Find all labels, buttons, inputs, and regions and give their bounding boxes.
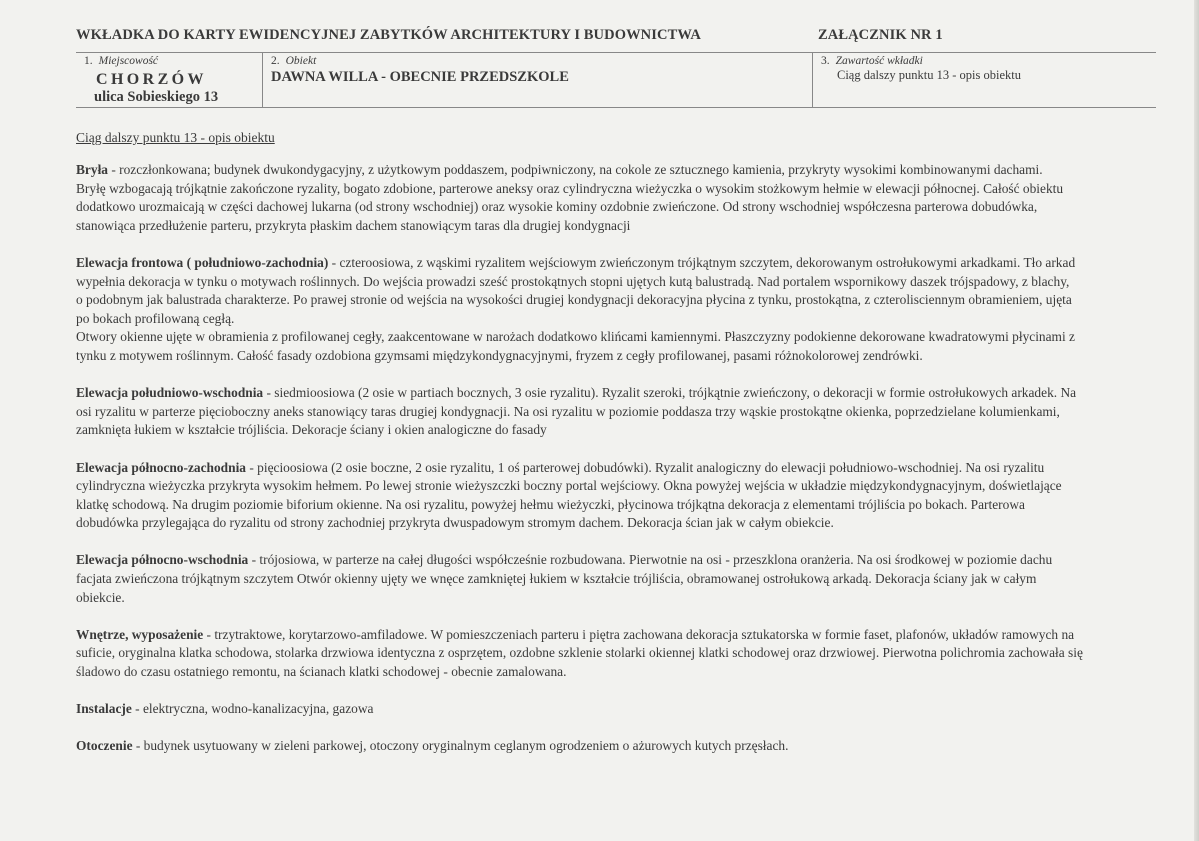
description-paragraph (76, 737, 1156, 756)
description-paragraph (76, 626, 1156, 682)
paragraph-text: dodatkowo urozmaicają w części dachowej lukarna (od strony wschodniej) oraz wysokie kominy ozdobnie zwieńczone. Od strony wschodniej współczesna parterowa dobudówka, (76, 199, 1038, 215)
paragraph-term: Elewacja północno-wschodnia (76, 552, 249, 568)
paragraph-term: Otoczenie (76, 738, 133, 754)
paragraph-text: - budynek usytuowany w zieleni parkowej, otoczony oryginalnym ceglanym ogrodzeniem o ażurowych kutych przęsłach. (132, 738, 789, 754)
location-number: 1. (84, 55, 93, 67)
paragraph-text: - pięcioosiowa (2 osie boczne, 2 osie ryzalitu, 1 oś parterowej dobudówki). Ryzalit analogiczny do elewacji południowo-wschodniej. Na osi ryzalitu (246, 459, 1045, 475)
paragraph-line (76, 161, 1156, 180)
description-paragraph (76, 551, 1156, 607)
paragraph-text: po bokach profilowaną cegłą. (76, 310, 235, 326)
paragraph-line (76, 347, 1156, 366)
paragraph-text: Otwory okienne ujęte w obramienia z profilowanej cegły, zaakcentowane w narożach dodatkowo klińcami kamiennymi. Płaszczyzny podokienne dekorowane kwadratowymi płycinami z (76, 329, 1075, 345)
paragraph-text: tynku z motywem roślinnym. Całość fasady ozdobiona gzymsami międzykondygnacyjnymi, fryzem z cegły profilowanej, pasami różnokolorowej zendrówki. (76, 347, 923, 363)
paragraph-line (76, 421, 1156, 440)
paragraph-text: - trzytraktowe, korytarzowo-amfiladowe. W pomieszczeniach parteru i piętra zachowana dekoracja sztukatorska w formie faset, plafonów, układów ramowych na (203, 626, 1075, 642)
paragraph-text: zamknięta łukiem w kształcie trójliścia. Dekoracje ściany i okien analogiczne do fasady (76, 422, 547, 438)
object-label-text: Obiekt (285, 55, 317, 67)
paragraph-term: Bryła (76, 162, 108, 177)
paragraph-line (76, 477, 1156, 496)
scan-edge (1194, 0, 1199, 841)
object-cell (262, 53, 812, 107)
paragraph-line (76, 570, 1156, 589)
paragraph-text: cylindryczna wieżyczka przykryta wysokim hełmem. Po lewej stronie wieżyszczki boczny portal wejściowy. Okna powyżej wejścia w układzie międzykondygnacyjnym, doświetlające (76, 478, 1062, 494)
paragraph-line (76, 459, 1156, 478)
contents-number: 3. (821, 55, 830, 67)
description-body (76, 161, 1156, 775)
contents-label-text: Zawartość wkładki (835, 55, 923, 67)
paragraph-line (76, 198, 1156, 217)
paragraph-text: - elektryczna, wodno-kanalizacyjna, gazowa (131, 701, 374, 717)
paragraph-text: klatkę schodową. Na drugim poziomie biforium okienne. Na osi ryzalitu, powyżej hełmu wieżyczki, płycinowa trójkątna dekoracja z elementami trójliścia po bokach. Parterowa (76, 496, 1025, 512)
location-label-text: Miejscowość (98, 55, 159, 67)
paragraph-text: stanowiąca przedłużenie parteru, przykryta płaskim dachem stanowiącym taras dla drugiej kondygnacji (76, 217, 631, 233)
paragraph-line (76, 700, 1156, 719)
paragraph-text: osi ryzalitu w parterze pięcioboczny aneks stanowiący taras drugiej kondygnacji. Na osi ryzalitu w poziomie poddasza trzy wąskie prostokątne okienka, poprzedzielane kolumienkami, (76, 403, 1060, 419)
object-label (271, 55, 812, 68)
paragraph-line (76, 180, 1156, 199)
description-paragraph (76, 459, 1156, 533)
contents-label (821, 55, 1156, 68)
paragraph-line (76, 644, 1156, 663)
paragraph-line (76, 663, 1156, 682)
street-address: ulica Sobieskiego 13 (94, 89, 219, 105)
paragraph-term: Elewacja północno-zachodnia (76, 459, 246, 475)
paragraph-term: Elewacja południowo-wschodnia (76, 385, 264, 401)
paragraph-text: Bryłę wzbogacają trójkątnie zakończone ryzality, bogato zdobione, parterowe aneksy oraz cylindryczna wieżyczka o wysokim stożkowym hełmie w elewacji północnej. Całość obiektu (76, 180, 1064, 196)
description-paragraph (76, 161, 1156, 235)
paragraph-text: - czteroosiowa, z wąskimi ryzalitem wejściowym zwieńczonym trójkątnym szczytem, dekorowanym ostrołukowymi arkadkami. Tło arkad (328, 254, 1076, 270)
paragraph-line (76, 551, 1156, 570)
location-cell (76, 53, 262, 107)
paragraph-text: wypełnia dekoracja w tynku o motywach roślinnych. Do wejścia prowadzi sześć prostokątnych stopni ujętych kutą balustradą. Nad portalem wspornikowy daszek trójspadowy, z blachy, (76, 273, 1070, 289)
paragraph-text: obiekcie. (76, 589, 125, 605)
paragraph-term: Elewacja frontowa ( południowo-zachodnia) (76, 254, 329, 270)
paragraph-term: Instalacje (76, 701, 132, 717)
paragraph-line (76, 291, 1156, 310)
paragraph-line (76, 254, 1156, 273)
description-paragraph (76, 254, 1156, 366)
paragraph-text: - trójosiowa, w parterze na całej długości współcześnie rozbudowana. Pierwotnie na osi - przeszklona oranżeria. Na osi środkowej w poziomie dachu (248, 552, 1053, 568)
document-title: WKŁADKA DO KARTY EWIDENCYJNEJ ZABYTKÓW ARCHITEKTURY I BUDOWNICTWA (76, 27, 701, 43)
contents-value: Ciąg dalszy punktu 13 - opis obiektu (837, 68, 1022, 82)
paragraph-text: facjata zwieńczona trójkątnym szczytem Otwór okienny ujęty we wnęce zamkniętej łukiem w kształcie trójliścia, obramowanej ostrołukową arkadą. Dekoracja ściany jak w całym (76, 571, 1037, 587)
paragraph-text: dobudówka przylegająca do ryzalitu od strony zachodniej przykryta dwuspadowym stromym dachem. Dekoracja ścian jak w całym obiekcie. (76, 515, 834, 531)
paragraph-text: suficie, oryginalna klatka schodowa, stolarka drzwiowa identyczna z osprzętem, ozdobne szklenie stolarki okiennej klatki schodowej oraz drzwiowej. Pierwotna polichromia zachowała się (76, 645, 1083, 661)
paragraph-line (76, 328, 1156, 347)
section-title: Ciąg dalszy punktu 13 - opis obiektu (76, 130, 275, 145)
paragraph-line (76, 514, 1156, 533)
paragraph-line (76, 496, 1156, 515)
paragraph-line (76, 737, 1156, 756)
location-label (84, 55, 262, 68)
paragraph-text: - rozczłonkowana; budynek dwukondygacyjny, z użytkowym poddaszem, podpiwniczony, na cokole ze sztucznego kamienia, przykryty wysokimi kombinowanymi dachami. (108, 162, 1043, 177)
paragraph-line (76, 273, 1156, 292)
town-name: CHORZÓW (96, 71, 207, 88)
description-paragraph (76, 700, 1156, 719)
info-table (76, 52, 1156, 108)
paragraph-text: o podobnym jak balustrada charakterze. Po prawej stronie od wejścia na wysokości drugiej kondygnacji dekoracyjna płycina z tynku, prostokątna, z czterolisciennym obramieniem, ujęta (76, 292, 1072, 308)
paragraph-line (76, 310, 1156, 329)
paragraph-text: śladowo do czasu ostatniego remontu, na ścianach klatki schodowej - obecnie zamalowana. (76, 664, 567, 680)
object-name: DAWNA WILLA - OBECNIE PRZEDSZKOLE (271, 69, 569, 85)
paragraph-line (76, 626, 1156, 645)
paragraph-text: - siedmioosiowa (2 osie w partiach bocznych, 3 osie ryzalitu). Ryzalit szeroki, trójkątnie zwieńczony, o dekoracji w formie ostrołukowych arkadek. Na (263, 385, 1077, 401)
paragraph-line (76, 384, 1156, 403)
object-number: 2. (271, 55, 280, 67)
paragraph-line (76, 589, 1156, 608)
contents-cell (812, 53, 1156, 107)
document-header (76, 27, 1156, 44)
description-paragraph (76, 384, 1156, 440)
paragraph-term: Wnętrze, wyposażenie (76, 626, 204, 642)
attachment-label: ZAŁĄCZNIK NR 1 (818, 27, 943, 43)
paragraph-line (76, 217, 1156, 236)
paragraph-line (76, 403, 1156, 422)
